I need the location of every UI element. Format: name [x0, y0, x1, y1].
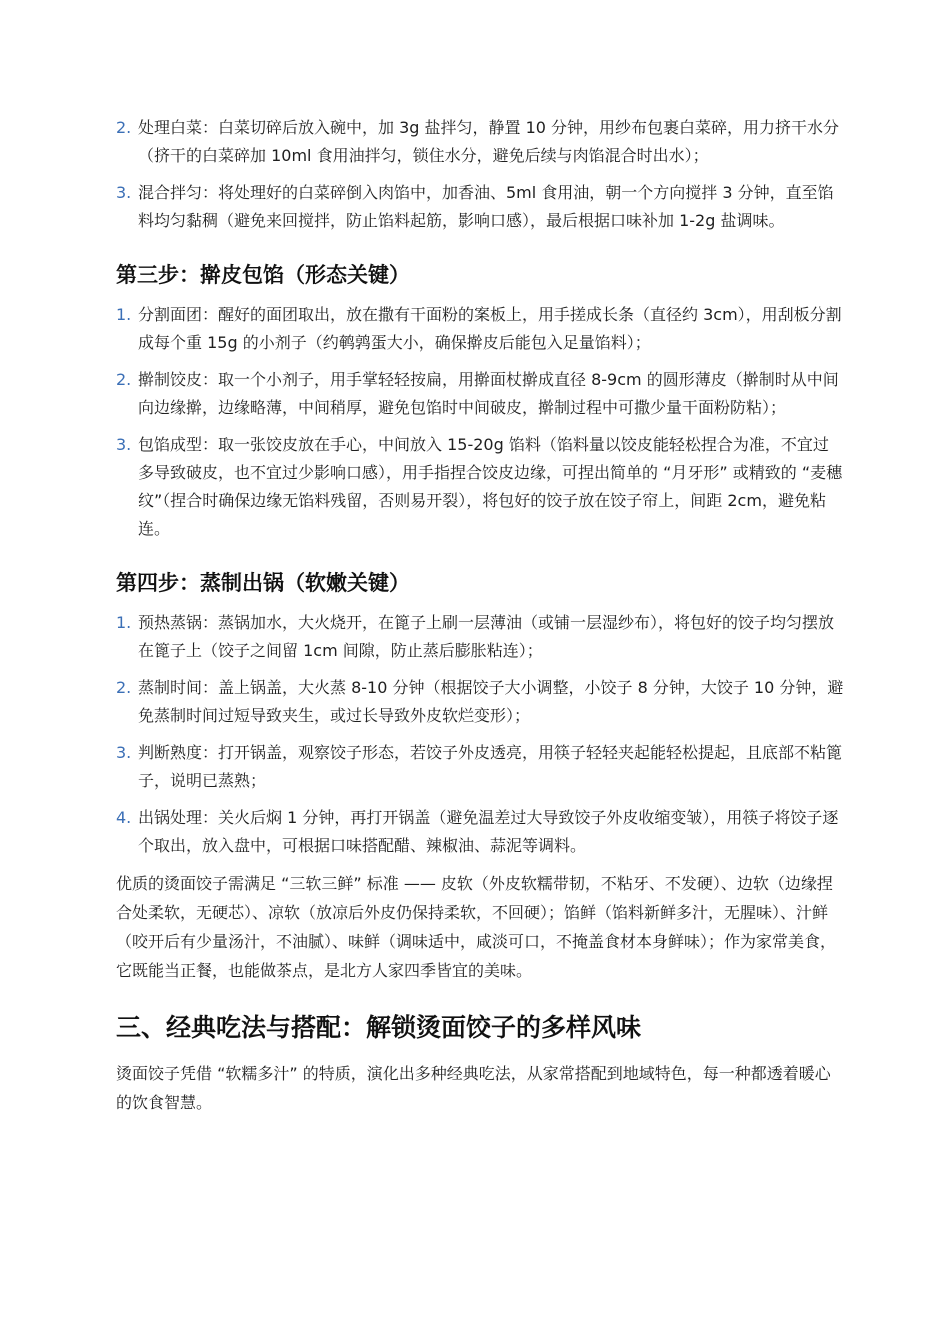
- step4-list: [116, 609, 844, 860]
- step3-heading: 第三步：擀皮包馅（形态关键）: [116, 263, 410, 287]
- list-number: 3.: [116, 743, 132, 762]
- list-number: 1.: [116, 305, 132, 324]
- list-item: [116, 301, 844, 357]
- section3-heading: 三、经典吃法与搭配：解锁烫面饺子的多样风味: [116, 1013, 642, 1042]
- step4-heading: 第四步：蒸制出锅（软嫩关键）: [116, 571, 410, 595]
- list-item: [116, 739, 844, 795]
- list-number: 3.: [116, 183, 132, 202]
- list-number: 2.: [116, 118, 132, 137]
- list-item: [116, 179, 844, 235]
- list-item-text: 预热蒸锅：蒸锅加水，大火烧开，在篦子上刷一层薄油（或铺一层湿纱布），将包好的饺子均匀摆放在篦子上（饺子之间留 1cm 间隙，防止蒸后膨胀粘连）；: [138, 613, 835, 660]
- list-item: [116, 804, 844, 860]
- list-number: 3.: [116, 435, 132, 454]
- list-item: [116, 609, 844, 665]
- list-item-text: 分割面团：醒好的面团取出，放在撒有干面粉的案板上，用手搓成长条（直径约 3cm），用刮板分割成每个重 15g 的小剂子（约鹌鹑蛋大小，确保擀皮后能包入足量馅料）；: [138, 305, 842, 352]
- step3-list: [116, 301, 844, 543]
- quality-paragraph: 优质的烫面饺子需满足 “三软三鲜” 标准 —— 皮软（外皮软糯带韧，不粘牙、不发硬）、边软（边缘捏合处柔软，无硬芯）、凉软（放凉后外皮仍保持柔软，不回硬）；馅鲜（馅料新鲜多汁，无腥味）、汁鲜（咬开后有少量汤汁，不油腻）、味鲜（调味适中，咸淡可口，不掩盖食材本身鲜味）；作为家常美食，它既能当正餐，也能做茶点，是北方人家四季皆宜的美味。: [116, 874, 837, 980]
- document-content: [116, 114, 844, 1117]
- list-item-text: 包馅成型：取一张饺皮放在手心，中间放入 15-20g 馅料（馅料量以饺皮能轻松捏合为准，不宜过多导致破皮，也不宜过少影响口感），用手指捏合饺皮边缘，可捏出简单的 “月牙形” 或精致的 “麦穗纹”（捏合时确保边缘无馅料残留，否则易开裂），将包好的饺子放在饺子帘上，间距 2cm，避免粘连。: [138, 435, 843, 538]
- filling-steps-list: [116, 114, 844, 235]
- list-item: [116, 674, 844, 730]
- list-item: [116, 114, 844, 170]
- list-item-text: 判断熟度：打开锅盖，观察饺子形态，若饺子外皮透亮，用筷子轻轻夹起能轻松提起，且底部不粘篦子，说明已蒸熟；: [138, 743, 843, 790]
- list-number: 4.: [116, 808, 132, 827]
- list-number: 1.: [116, 613, 132, 632]
- list-item: [116, 431, 844, 543]
- list-item-text: 处理白菜：白菜切碎后放入碗中，加 3g 盐拌匀，静置 10 分钟，用纱布包裹白菜碎，用力挤干水分（挤干的白菜碎加 10ml 食用油拌匀，锁住水分，避免后续与肉馅混合时出水）；: [138, 118, 840, 165]
- list-number: 2.: [116, 678, 132, 697]
- list-item-text: 擀制饺皮：取一个小剂子，用手掌轻轻按扁，用擀面杖擀成直径 8-9cm 的圆形薄皮（擀制时从中间向边缘擀，边缘略薄，中间稍厚，避免包馅时中间破皮，擀制过程中可撒少量干面粉防粘）；: [138, 370, 839, 417]
- list-item-text: 混合拌匀：将处理好的白菜碎倒入肉馅中，加香油、5ml 食用油，朝一个方向搅拌 3 分钟，直至馅料均匀黏稠（避免来回搅拌，防止馅料起筋，影响口感），最后根据口味补加 1-2g 盐调味。: [138, 183, 834, 230]
- section3-intro: 烫面饺子凭借 “软糯多汁” 的特质，演化出多种经典吃法，从家常搭配到地域特色，每一种都透着暖心的饮食智慧。: [116, 1064, 831, 1112]
- list-item: [116, 366, 844, 422]
- list-number: 2.: [116, 370, 132, 389]
- list-item-text: 蒸制时间：盖上锅盖，大火蒸 8-10 分钟（根据饺子大小调整，小饺子 8 分钟，大饺子 10 分钟，避免蒸制时间过短导致夹生，或过长导致外皮软烂变形）；: [138, 678, 844, 725]
- list-item-text: 出锅处理：关火后焖 1 分钟，再打开锅盖（避免温差过大导致饺子外皮收缩变皱），用筷子将饺子逐个取出，放入盘中，可根据口味搭配醋、辣椒油、蒜泥等调料。: [138, 808, 839, 855]
